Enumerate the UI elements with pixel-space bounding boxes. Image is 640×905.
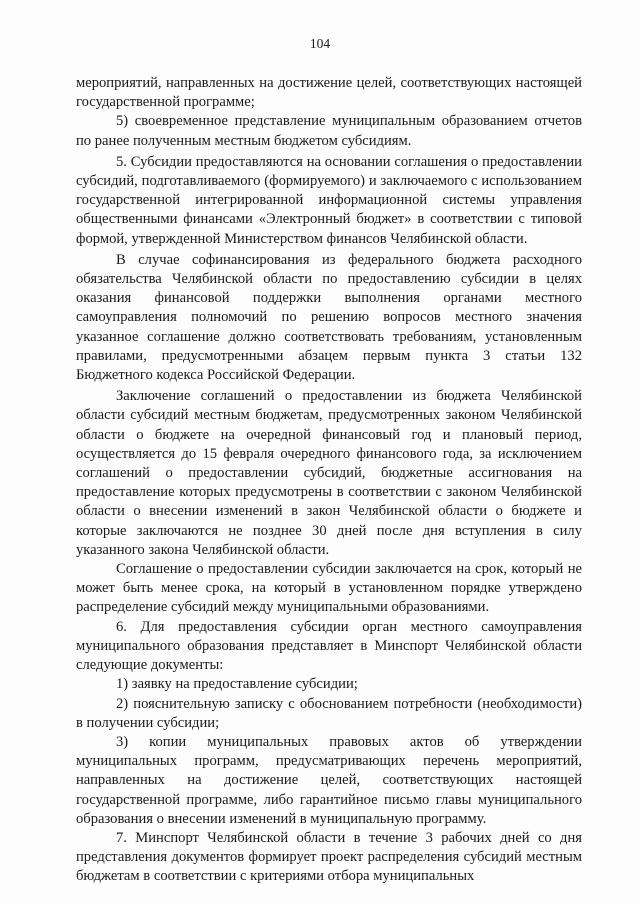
paragraph: Заключение соглашений о предоставлении из бюджета Челябинской области субсидий местным бюджетам, предусмотренных законом Челябинской области о бюджете на очередной финансовый год и плановый период, осуществляется до 15 февраля очередного финансового года, за исключением соглашений о предоставлении субсидий, бюджетные ассигнования на предоставление которых предусмотрены в соответствии с законом Челябинской области о внесении изменений в закон Челябинской области о бюджете и которые заключаются не позднее 30 дней после дня вступления в силу указанного закона Челябинской области.: [76, 388, 582, 558]
page-number: 104: [309, 36, 331, 51]
paragraph: 2) пояснительную записку с обоснованием потребности (необходимости) в получении субсидии;: [76, 695, 582, 731]
paragraph: В случае софинансирования из федерального бюджета расходного обязательства Челябинской области по предоставлению субсидии в целях оказания финансовой поддержки выполнения органами местного самоуправления полномочий по решению вопросов местного значения указанное соглашение должно соответствовать требованиям, установленным правилами, предусмотренными абзацем первым пункта 3 статьи 132 Бюджетного кодекса Российской Федерации.: [76, 251, 582, 384]
paragraph: 1) заявку на предоставление субсидии;: [116, 676, 358, 693]
paragraph: мероприятий, направленных на достижение целей, соответствующих настоящей государственной программе;: [76, 75, 582, 111]
paragraph: 7. Минспорт Челябинской области в течение 3 рабочих дней со дня представления документов формирует проект распределения субсидий местным бюджетам в соответствии с критериями отбора муниципальных: [76, 829, 582, 885]
paragraph: 3) копии муниципальных правовых актов об утверждении муниципальных программ, предусматривающих перечень мероприятий, направленных на достижение целей, соответствующих настоящей государственной программе, либо гарантийное письмо главы муниципального образования о внесении изменений в муниципальную программу.: [76, 733, 582, 827]
document-body: [76, 74, 582, 887]
paragraph: 5) своевременное представление муниципальным образованием отчетов по ранее полученным местным бюджетом субсидиям.: [76, 113, 582, 149]
paragraph: 6. Для предоставления субсидии орган местного самоуправления муниципального образования представляет в Минспорт Челябинской области следующие документы:: [76, 618, 582, 674]
paragraph: 5. Субсидии предоставляются на основании соглашения о предоставлении субсидий, подготавливаемого (формируемого) и заключаемого с использованием государственной интегрированной информационной системы управления общественными финансами «Электронный бюджет» в соответствии с типовой формой, утвержденной Министерством финансов Челябинской области.: [76, 153, 582, 247]
paragraph: Соглашение о предоставлении субсидии заключается на срок, который не может быть менее срока, на который в установленном порядке утверждено распределение субсидий между муниципальными образованиями.: [76, 561, 582, 616]
